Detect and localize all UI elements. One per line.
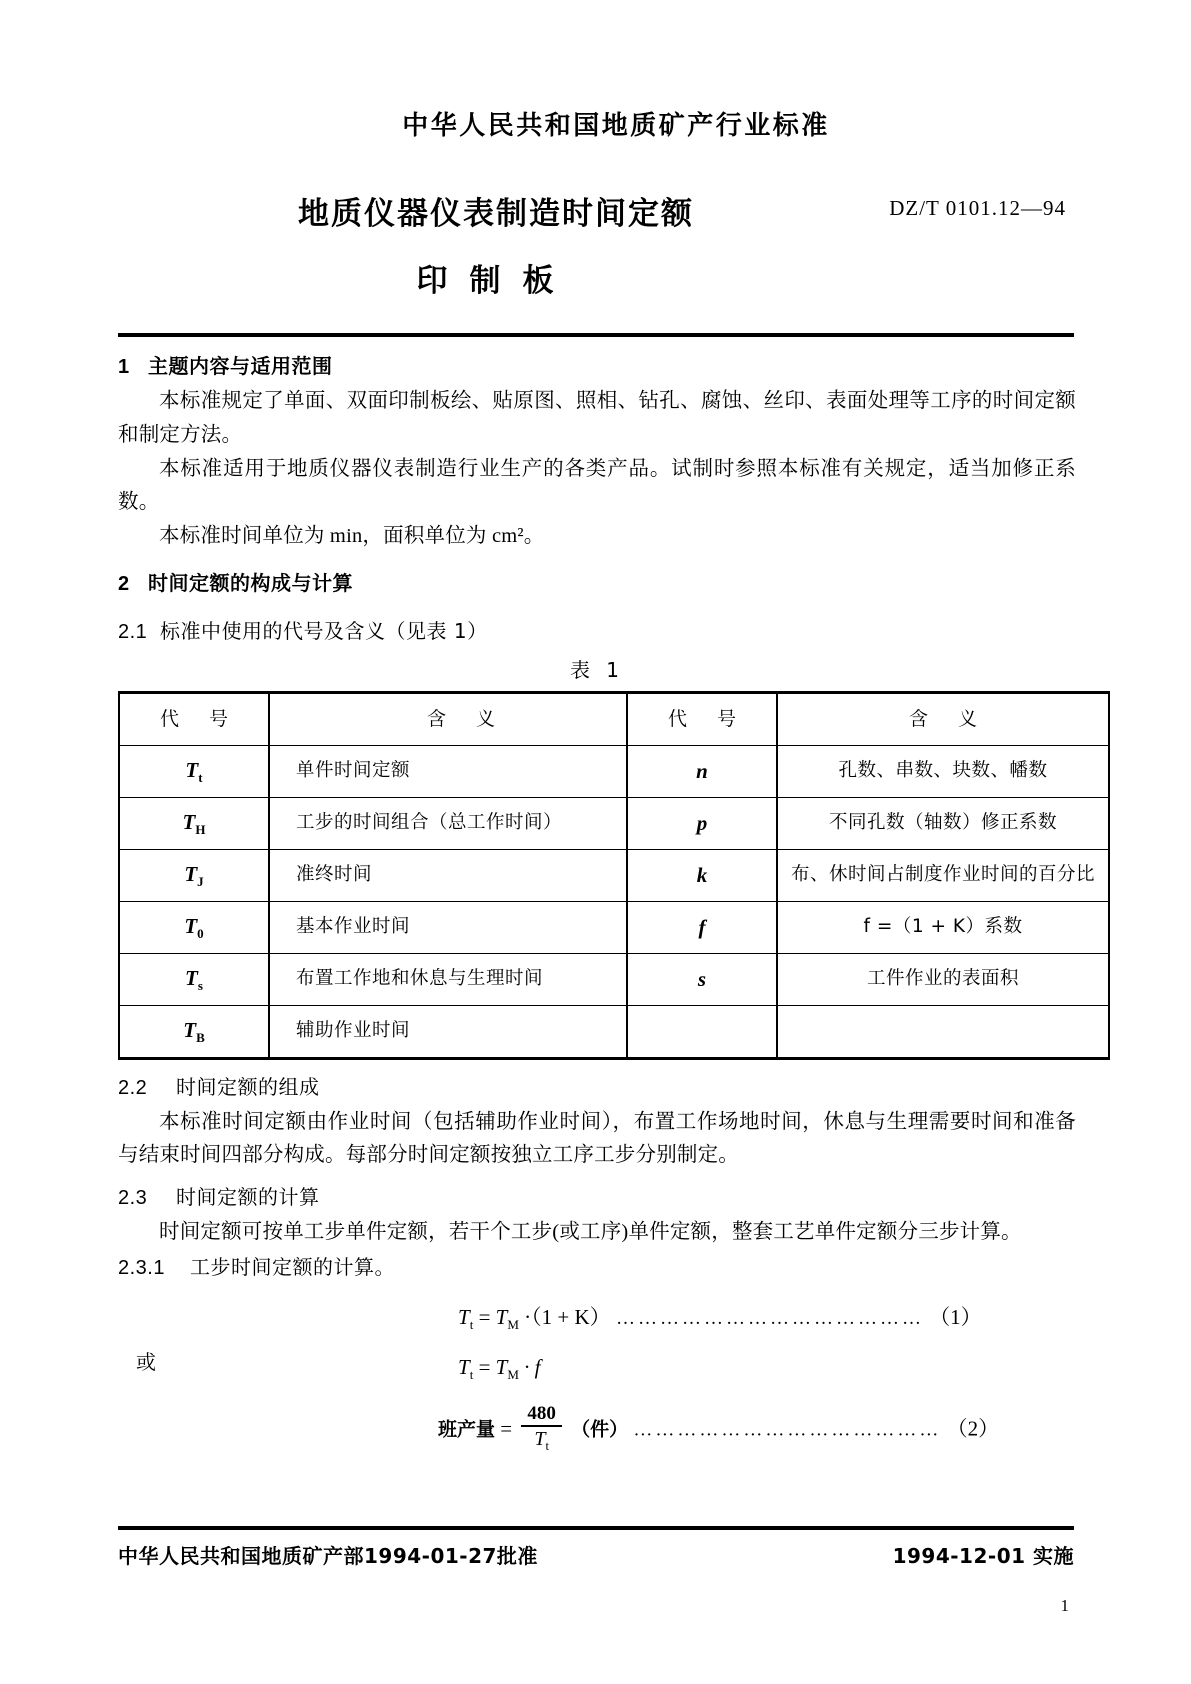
section-2-1-number: 2.1: [118, 620, 148, 643]
section-2-3-1-heading: [118, 1251, 1076, 1284]
formula-1-equals: =: [478, 1305, 491, 1330]
formula-2-equals: =: [478, 1355, 491, 1380]
formula-1-number: （1）: [929, 1305, 982, 1330]
formula-block: [118, 1294, 1076, 1464]
formula-1-tail: ·（1 + K）: [524, 1305, 611, 1330]
symbol-TB: $T_B$: [183, 1018, 205, 1046]
section-2-3-1-title: 工步时间定额的计算。: [190, 1254, 395, 1279]
formula-1-lhs: $T_t$: [458, 1305, 474, 1333]
code-cell-left: [119, 901, 269, 953]
table-header-row: [119, 692, 1109, 745]
meaning-cell-left: 工步的时间组合（总工作时间）: [269, 797, 627, 849]
code-cell-left: [119, 797, 269, 849]
formula-3-unit: （件）: [571, 1418, 629, 1441]
standard-main-title: 地质仪器仪表制造时间定额: [298, 196, 694, 232]
formula-3-denominator: $T_t$: [534, 1428, 549, 1454]
meaning-cell-left: 辅助作业时间: [269, 1005, 627, 1058]
code-cell-right: [627, 849, 777, 901]
formula-3: [438, 1403, 1000, 1455]
formula-2-rhs: $T_M$: [495, 1355, 519, 1383]
column-header-meaning-right: 含 义: [777, 692, 1109, 745]
code-cell-right: [627, 953, 777, 1005]
section-2-1-title: 标准中使用的代号及含义（见表 1）: [160, 618, 488, 643]
section-2-title: 时间定额的构成与计算: [148, 571, 353, 596]
section-1-title: 主题内容与适用范围: [148, 354, 333, 378]
meaning-cell-right: 布、休时间占制度作业时间的百分比: [777, 849, 1109, 901]
table-1-caption: 表 1: [569, 658, 625, 683]
formula-3-number: （2）: [946, 1416, 1000, 1441]
formula-1-rhs: $T_M$: [495, 1305, 519, 1333]
code-cell-right: [627, 901, 777, 953]
issuing-organization: 中华人民共和国地质矿产行业标准: [402, 111, 830, 141]
symbol-n: n: [696, 758, 708, 783]
formula-or-label: 或: [136, 1350, 156, 1375]
header-divider-rule: [118, 333, 1074, 337]
table-row: [119, 849, 1109, 901]
formula-3-equals: =: [500, 1416, 513, 1441]
approval-statement: 中华人民共和国地质矿产部1994-01-27批准: [118, 1544, 538, 1568]
document-body: [118, 343, 1095, 1464]
meaning-cell-left: 准终时间: [269, 849, 627, 901]
formula-3-label: 班产量: [438, 1418, 496, 1441]
section-2-3-heading: [118, 1181, 1076, 1214]
section-2-heading: [118, 567, 1076, 600]
table-row: [119, 953, 1109, 1005]
section-2-3-paragraph-1: 时间定额可按单工步单件定额，若干个工步(或工序)单件定额，整套工艺单件定额分三步计算。: [159, 1220, 1022, 1243]
column-header-code-left: 代 号: [119, 692, 269, 745]
formula-2-lhs: $T_t$: [458, 1355, 474, 1383]
section-1-number: 1: [118, 356, 130, 378]
standard-number: DZ/T 0101.12—94: [889, 196, 1066, 220]
section-2-3-1-number: 2.3.1: [118, 1256, 165, 1279]
meaning-cell-left: 布置工作地和休息与生理时间: [269, 953, 627, 1005]
code-cell-left: [119, 849, 269, 901]
section-2-2-number: 2.2: [118, 1076, 148, 1099]
standard-sub-title: 印制板: [416, 263, 576, 299]
code-cell-right: [627, 797, 777, 849]
table-row: [119, 1005, 1109, 1058]
symbol-Ts: $T_s$: [185, 966, 203, 994]
page-number: 1: [1060, 1596, 1069, 1615]
table-row: [119, 797, 1109, 849]
section-1-paragraph-2: 本标准适用于地质仪器仪表制造行业生产的各类产品。试制时参照本标准有关规定，适当加修正系数。: [118, 457, 1076, 513]
code-cell-right: [627, 745, 777, 797]
section-1-heading: [118, 350, 1076, 383]
symbol-T0: $T_0$: [184, 914, 204, 942]
formula-3-numerator: 480: [521, 1404, 562, 1427]
meaning-cell-right: f =（1 + K）系数: [777, 901, 1109, 953]
table-row: [119, 901, 1109, 953]
section-2-2-heading: [118, 1071, 1076, 1104]
section-2-2-title: 时间定额的组成: [176, 1074, 320, 1099]
section-2-2-paragraph-1: 本标准时间定额由作业时间（包括辅助作业时间），布置工作场地时间，休息与生理需要时间和准备与结束时间四部分构成。每部分时间定额按独立工序工步分别制定。: [118, 1110, 1076, 1166]
table-row: [119, 745, 1109, 797]
table-1-codes-and-meanings: [118, 691, 1110, 1060]
meaning-cell-left: 单件时间定额: [269, 745, 627, 797]
meaning-cell-right: 不同孔数（轴数）修正系数: [777, 797, 1109, 849]
code-cell-right-empty: [627, 1005, 777, 1058]
code-cell-left: [119, 1005, 269, 1058]
implementation-date: 1994-12-01 实施: [892, 1544, 1074, 1568]
formula-2: [458, 1350, 541, 1385]
section-1-paragraph-1: 本标准规定了单面、双面印制板绘、贴原图、照相、钻孔、腐蚀、丝印、表面处理等工序的时间定额和制定方法。: [118, 390, 1076, 446]
meaning-cell-right: 工件作业的表面积: [777, 953, 1109, 1005]
meaning-cell-left: 基本作业时间: [269, 901, 627, 953]
meaning-cell-right-empty: [777, 1005, 1109, 1058]
symbol-TH: $T_H$: [182, 810, 206, 838]
formula-3-leader-dots: ……………………………………: [633, 1419, 942, 1441]
section-2-number: 2: [118, 573, 130, 596]
section-2-3-number: 2.3: [118, 1186, 148, 1209]
formula-1: [458, 1300, 982, 1335]
symbol-p: p: [696, 810, 708, 835]
symbol-f: f: [698, 914, 706, 939]
formula-3-fraction: [521, 1404, 562, 1453]
section-2-3-title: 时间定额的计算: [176, 1184, 320, 1209]
column-header-code-right: 代 号: [627, 692, 777, 745]
symbol-TJ: $T_J$: [184, 862, 204, 890]
title-block: [118, 188, 1074, 298]
document-footer: [118, 1540, 1074, 1569]
code-cell-left: [119, 745, 269, 797]
section-1-paragraph-3: 本标准时间单位为 min，面积单位为 cm²。: [159, 525, 545, 548]
formula-1-leader-dots: ……………………………………: [615, 1308, 924, 1330]
footer-divider-rule: [118, 1526, 1074, 1530]
symbol-k: k: [696, 862, 708, 887]
symbol-s: s: [697, 966, 707, 991]
section-2-1-heading: [118, 615, 1076, 648]
code-cell-left: [119, 953, 269, 1005]
formula-2-tail: · f: [524, 1355, 541, 1380]
standard-header: [118, 105, 1074, 298]
symbol-Tt: $T_t$: [185, 758, 203, 786]
meaning-cell-right: 孔数、串数、块数、幡数: [777, 745, 1109, 797]
column-header-meaning-left: 含 义: [269, 692, 627, 745]
